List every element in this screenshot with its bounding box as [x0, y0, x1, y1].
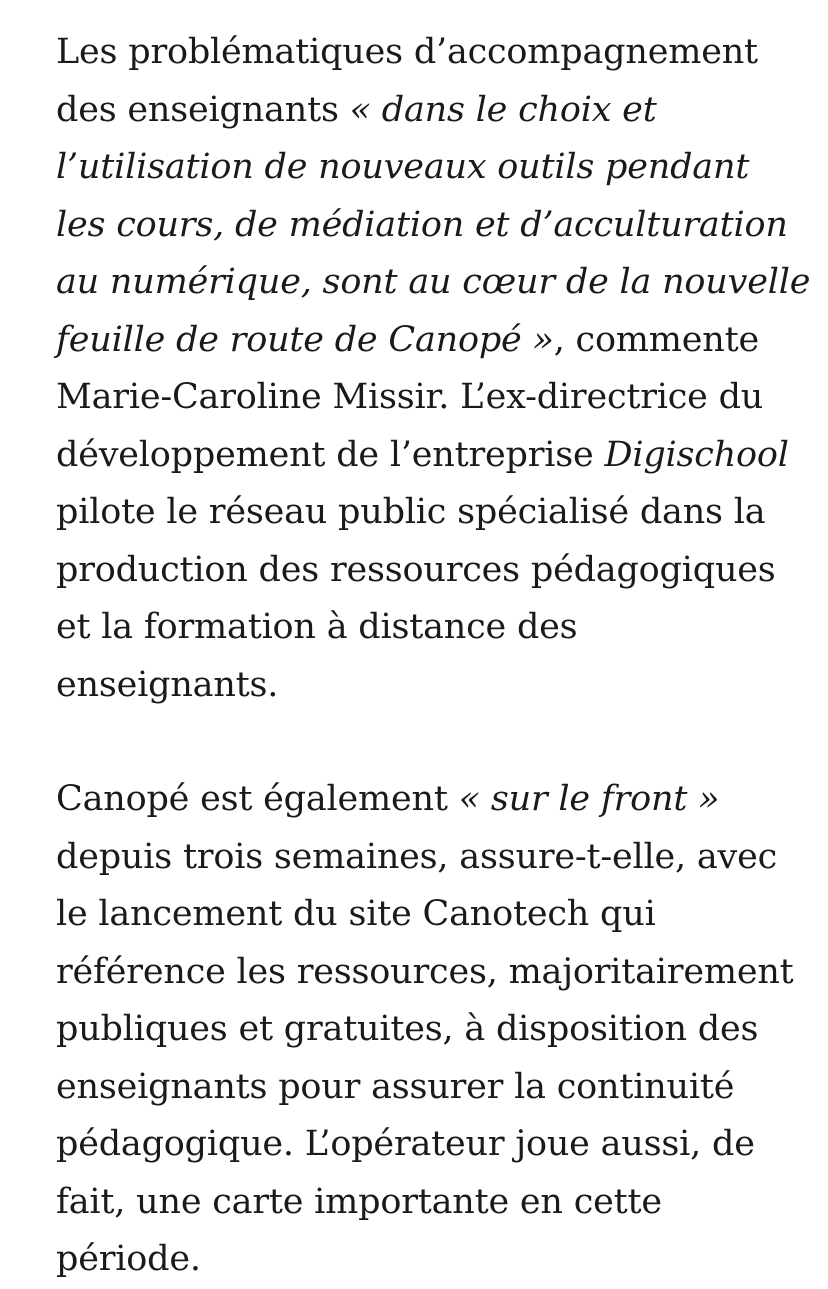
- paragraph-2: [56, 771, 794, 1289]
- text-run: , commente: [553, 319, 760, 360]
- text-run: des enseignants: [56, 89, 350, 130]
- text-line: fait, une carte importante en cette: [56, 1181, 662, 1222]
- text-run: développement de l’entreprise: [56, 434, 605, 475]
- text-line: pédagogique. L’opérateur joue aussi, de: [56, 1124, 755, 1164]
- text-line: [56, 312, 788, 370]
- quote-italic-line: l’utilisation de nouveaux outils pendant: [56, 147, 750, 187]
- company-name-italic: Digischool: [604, 434, 789, 475]
- quote-italic-line: au numérique, sont au cœur de la nouvelle: [56, 262, 811, 302]
- text-line: Marie-Caroline Missir. L’ex-directrice du: [56, 377, 764, 417]
- text-line: enseignants.: [56, 664, 279, 705]
- text-run: Canopé est également: [56, 779, 459, 819]
- text-line: [56, 427, 788, 485]
- paragraph-1: [56, 24, 811, 714]
- text-line: [56, 82, 788, 140]
- quote-italic: « dans le choix et: [349, 89, 657, 130]
- quote-italic-line: les cours, de médiation et d’acculturation: [56, 204, 788, 245]
- text-line: référence les ressources, majoritairement: [56, 951, 794, 992]
- text-line: période.: [56, 1239, 201, 1279]
- text-line: le lancement du site Canotech qui: [56, 894, 656, 934]
- text-line: Les problématiques d’accompagnement: [56, 32, 758, 72]
- text-line: enseignants pour assurer la continuité: [56, 1066, 735, 1107]
- text-line: publiques et gratuites, à disposition des: [56, 1009, 759, 1049]
- quote-italic: feuille de route de Canopé »: [56, 319, 554, 360]
- text-line: production des ressources pédagogiques: [56, 549, 776, 590]
- text-line: depuis trois semaines, assure-t-elle, avec: [56, 836, 777, 877]
- quote-italic: « sur le front »: [458, 779, 720, 819]
- text-line: et la formation à distance des: [56, 607, 578, 647]
- text-line: pilote le réseau public spécialisé dans la: [56, 492, 766, 532]
- text-line: [56, 771, 788, 829]
